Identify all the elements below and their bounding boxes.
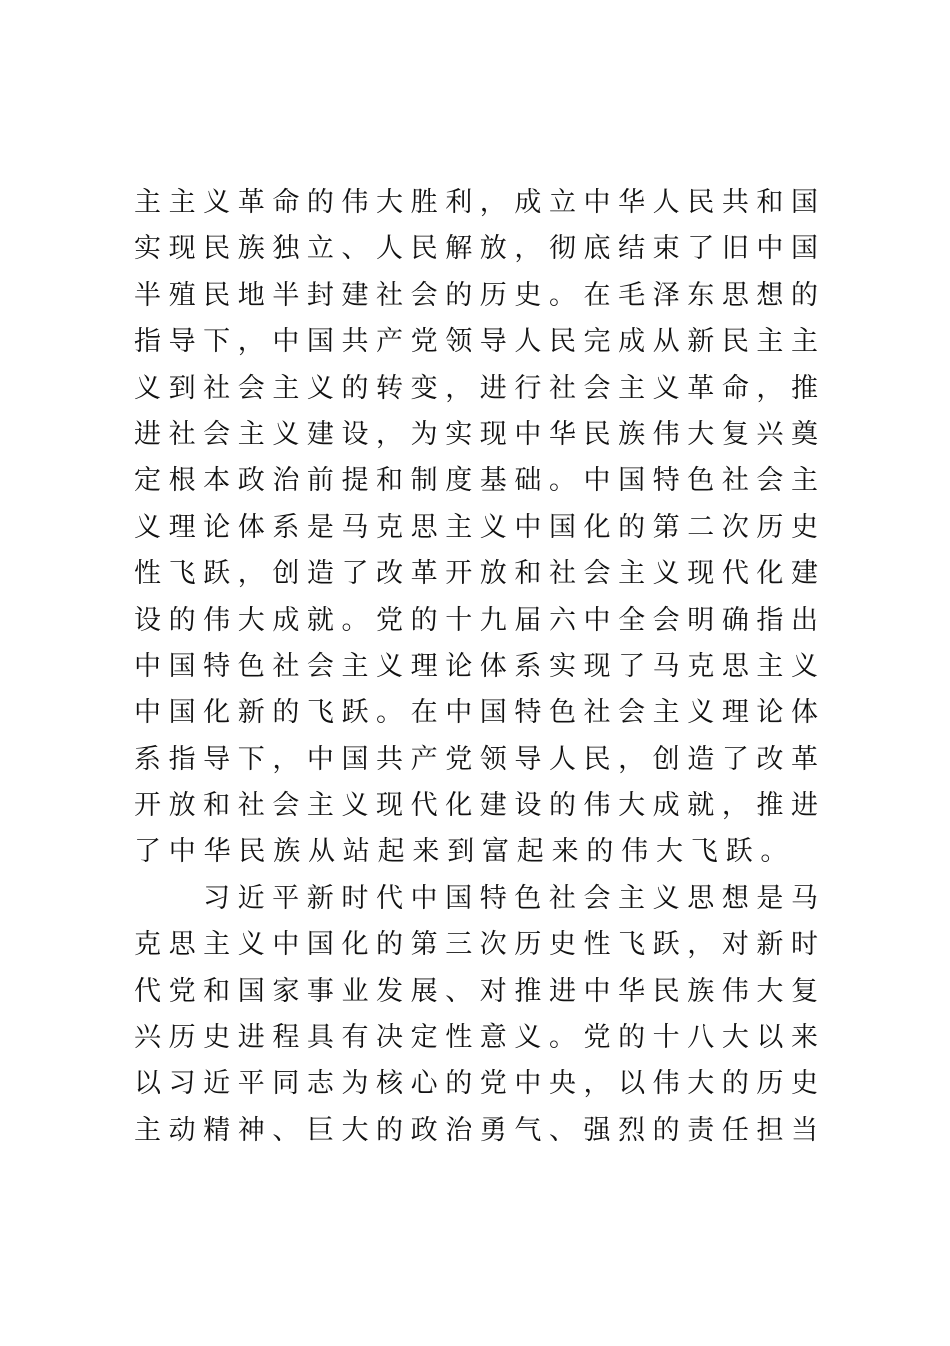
text-line: 中国特色社会主义理论体系实现了马克思主义	[134, 650, 818, 682]
paragraph-1	[134, 180, 818, 876]
text-line: 性飞跃，创造了改革开放和社会主义现代化建	[134, 558, 818, 590]
text-line: 义理论体系是马克思主义中国化的第二次历史	[134, 511, 818, 543]
text-line: 系指导下，中国共产党领导人民，创造了改革	[134, 743, 818, 775]
text-line: 兴历史进程具有决定性意义。党的十八大以来	[134, 1022, 818, 1054]
text-line: 代党和国家事业发展、对推进中华民族伟大复	[134, 975, 818, 1007]
text-line: 了中华民族从站起来到富起来的伟大飞跃。	[134, 836, 796, 868]
text-line: 指导下，中国共产党领导人民完成从新民主主	[134, 326, 818, 358]
text-line: 克思主义中国化的第三次历史性飞跃，对新时	[134, 929, 818, 961]
text-line: 中国化新的飞跃。在中国特色社会主义理论体	[134, 697, 818, 729]
text-line: 实现民族独立、人民解放，彻底结束了旧中国	[134, 233, 818, 265]
text-line: 习近平新时代中国特色社会主义思想是马	[203, 882, 818, 914]
text-line: 以习近平同志为核心的党中央，以伟大的历史	[134, 1068, 818, 1100]
text-line: 主动精神、巨大的政治勇气、强烈的责任担当	[134, 1114, 818, 1146]
text-line: 开放和社会主义现代化建设的伟大成就，推进	[134, 790, 818, 822]
text-line: 主主义革命的伟大胜利，成立中华人民共和国	[134, 187, 818, 218]
document-body	[134, 180, 818, 1154]
text-line: 进社会主义建设，为实现中华民族伟大复兴奠	[134, 418, 818, 450]
text-line: 设的伟大成就。党的十九届六中全会明确指出	[134, 604, 818, 636]
text-line: 定根本政治前提和制度基础。中国特色社会主	[134, 465, 818, 497]
text-line: 义到社会主义的转变，进行社会主义革命，推	[134, 372, 818, 404]
paragraph-2	[134, 876, 818, 1154]
text-line: 半殖民地半封建社会的历史。在毛泽东思想的	[134, 279, 818, 311]
